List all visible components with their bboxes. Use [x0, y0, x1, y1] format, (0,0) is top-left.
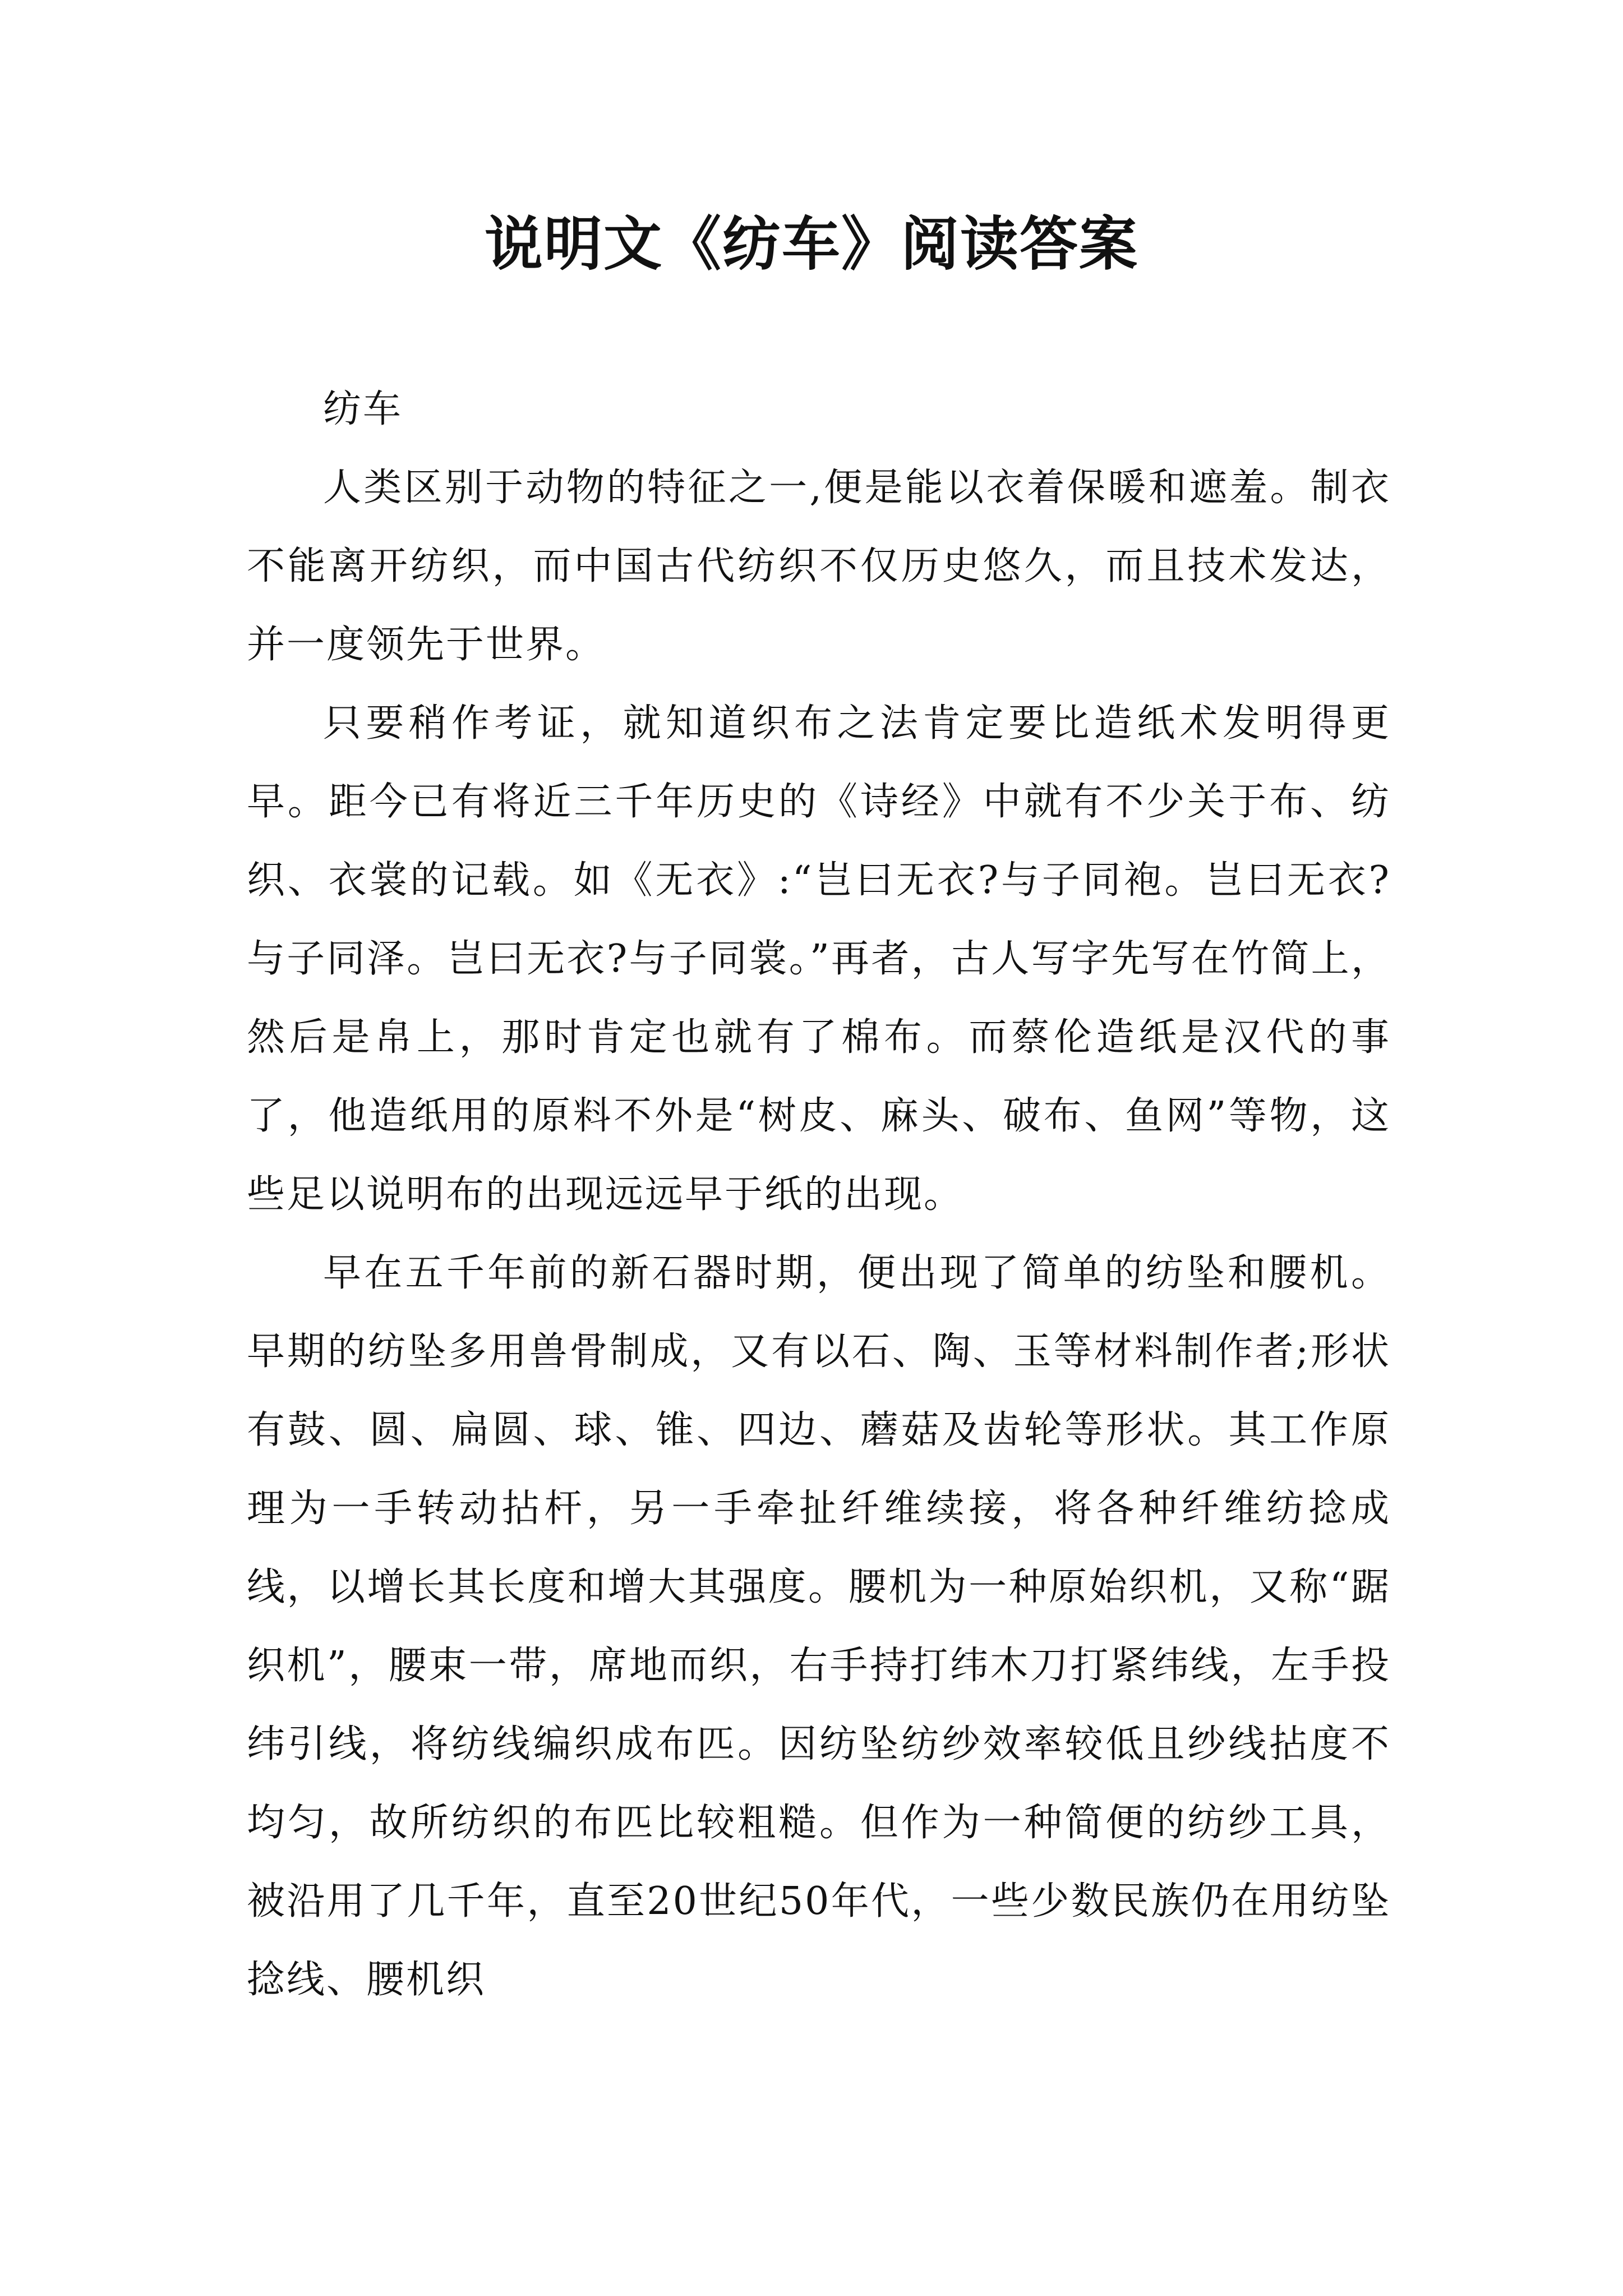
- document-title: 说明文《纺车》阅读答案: [484, 210, 1138, 278]
- article-title: 纺车: [323, 387, 403, 431]
- paragraph-2: 只要稍作考证，就知道织布之法肯定要比造纸术发明得更早。距今已有将近三千年历史的《诗经》中就有不少关于布、纺织、衣裳的记载。如《无衣》:“岂曰无衣?与子同袍。岂曰无衣?与子同泽。岂曰无衣?与子同裳。”再者，古人写字先写在竹简上，然后是帛上，那时肯定也就有了棉布。而蔡伦造纸是汉代的事了，他造纸用的原料不外是“树皮、麻头、破布、鱼网”等物，这些足以说明布的出现远远早于纸的出现。: [247, 701, 1391, 1217]
- article-body: [247, 370, 1391, 2019]
- paragraph-3: 早在五千年前的新石器时期，便出现了简单的纺坠和腰机。早期的纺坠多用兽骨制成，又有以石、陶、玉等材料制作者;形状有鼓、圆、扁圆、球、锥、四边、蘑菇及齿轮等形状。其工作原理为一手转动拈杆，另一手牵扯纤维续接，将各种纤维纺捻成线，以增长其长度和增大其强度。腰机为一种原始织机，又称“踞织机”，腰束一带，席地而织，右手持打纬木刀打紧纬线，左手投纬引线，将纺线编织成布匹。因纺坠纺纱效率较低且纱线拈度不均匀，故所纺织的布匹比较粗糙。但作为一种简便的纺纱工具，被沿用了几千年，直至20世纪50年代，一些少数民族仍在用纺坠捻线、腰机织: [247, 1251, 1391, 2002]
- paragraph-1: 人类区别于动物的特征之一,便是能以衣着保暖和遮羞。制衣不能离开纺织，而中国古代纺织不仅历史悠久，而且技术发达，并一度领先于世界。: [247, 466, 1391, 667]
